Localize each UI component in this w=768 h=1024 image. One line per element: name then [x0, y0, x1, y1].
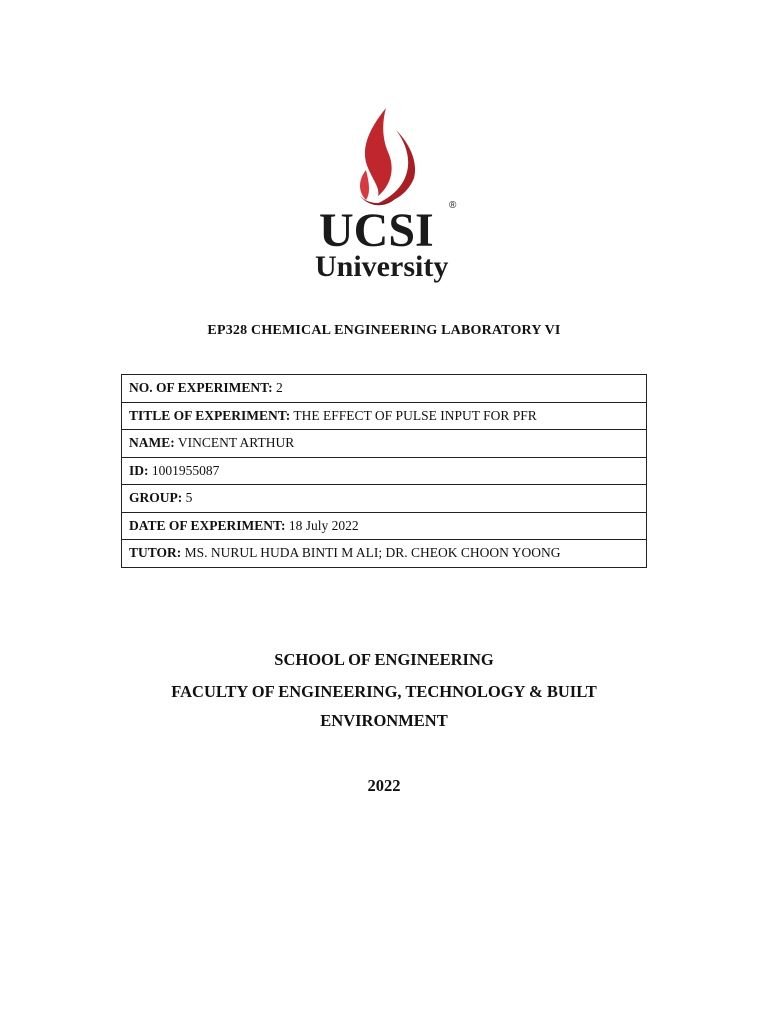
info-label: NAME:: [129, 435, 175, 451]
ucsi-university-logo: [308, 100, 464, 286]
table-row: [122, 512, 647, 540]
table-row: [122, 540, 647, 568]
logo-wordmark-university: University: [315, 250, 449, 283]
table-row: [122, 485, 647, 513]
info-cell: [122, 540, 647, 568]
info-label: TUTOR:: [129, 545, 182, 561]
experiment-info-table: [121, 374, 647, 568]
logo-wordmark-ucsi: UCSI: [319, 204, 434, 257]
info-cell: [122, 485, 647, 513]
info-cell: [122, 457, 647, 485]
school-name: SCHOOL OF ENGINEERING: [274, 650, 494, 669]
info-label: NO. OF EXPERIMENT:: [129, 380, 273, 396]
info-value: 2: [276, 380, 283, 396]
info-cell: [122, 430, 647, 458]
info-value: 18 July 2022: [288, 517, 359, 533]
table-row: [122, 457, 647, 485]
info-cell: [122, 375, 647, 403]
faculty-name-line2: ENVIRONMENT: [320, 711, 448, 730]
flame-logo-icon: [308, 100, 464, 286]
logo-registered-mark: ®: [449, 200, 457, 211]
course-title: EP328 CHEMICAL ENGINEERING LABORATORY VI: [207, 323, 561, 338]
info-cell: [122, 512, 647, 540]
info-label: TITLE OF EXPERIMENT:: [129, 407, 291, 423]
info-value: THE EFFECT OF PULSE INPUT FOR PFR: [293, 407, 537, 423]
faculty-name-line1: FACULTY OF ENGINEERING, TECHNOLOGY & BUILT: [171, 682, 597, 701]
info-cell: [122, 402, 647, 430]
table-row: [122, 402, 647, 430]
info-table-body: [122, 375, 647, 568]
report-year: 2022: [367, 776, 401, 795]
info-label: DATE OF EXPERIMENT:: [129, 517, 286, 533]
info-value: 1001955087: [151, 462, 220, 478]
info-value: VINCENT ARTHUR: [177, 435, 295, 451]
table-row: [122, 375, 647, 403]
info-value: 5: [185, 490, 193, 506]
info-value: MS. NURUL HUDA BINTI M ALI; DR. CHEOK CHOON YOONG: [184, 545, 561, 561]
info-label: ID:: [129, 462, 149, 478]
table-row: [122, 430, 647, 458]
info-label: GROUP:: [129, 490, 183, 506]
